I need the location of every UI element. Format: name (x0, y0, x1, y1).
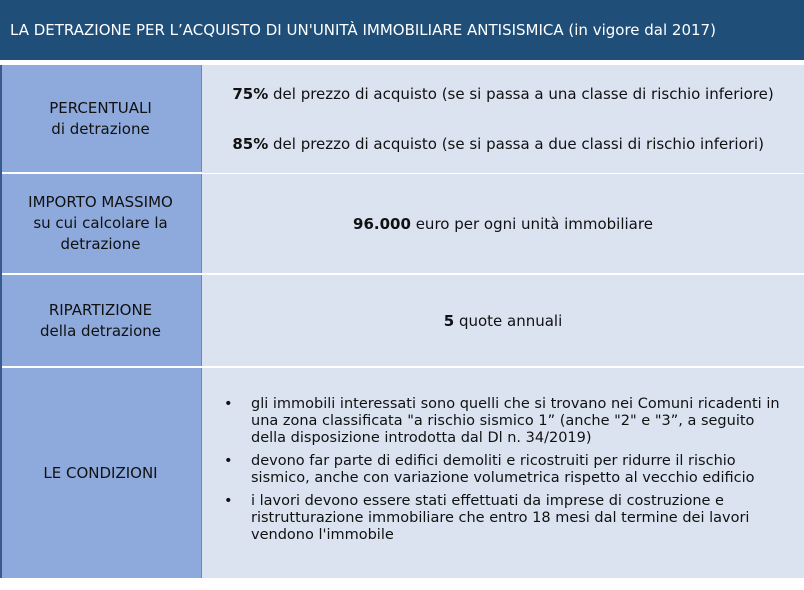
table-title: LA DETRAZIONE PER L’ACQUISTO DI UN'UNITÀ IMMOBILIARE ANTISISMICA (in vigore dal 2017) (10, 21, 716, 39)
list-item: • i lavori devono essere stati effettuati da imprese di costruzione e ristrutturazione immobiliare che entro 18 mesi dal termine dei lavori vendono l'immobile (224, 493, 789, 544)
importo-text (353, 214, 653, 234)
percentuale-75-text: del prezzo di acquisto (se si passa a una classe di rischio inferiore) (268, 85, 774, 103)
label-percentuali (0, 65, 202, 173)
condizioni-list (202, 396, 789, 550)
ripartizione-desc: quote annuali (454, 311, 563, 330)
label-condizioni-text: LE CONDIZIONI (43, 463, 158, 482)
percentuale-85-value: 85% (232, 135, 269, 153)
row-condizioni (0, 368, 804, 578)
value-condizioni (202, 368, 804, 578)
value-importo (202, 174, 804, 273)
percentuale-75-value: 75% (232, 85, 269, 103)
list-item: • devono far parte di edifici demoliti e ricostruiti per ridurre il rischio sismico, anche con variazione volumetrica rispetto al vecchio edificio (224, 453, 789, 487)
label-percentuali-line1: PERCENTUALI (49, 99, 152, 117)
value-percentuali (202, 65, 804, 173)
value-ripartizione (202, 275, 804, 366)
left-border (0, 65, 2, 578)
ripartizione-text (444, 311, 563, 331)
table-title-bar (0, 0, 804, 60)
importo-amount: 96.000 (353, 214, 411, 233)
label-percentuali-line2: di detrazione (51, 120, 150, 138)
label-importo-line2: su cui calcolare la (33, 214, 168, 232)
label-ripartizione (0, 275, 202, 366)
importo-desc: euro per ogni unità immobiliare (410, 214, 653, 233)
label-importo-line3: detrazione (60, 235, 141, 253)
label-importo-line1: IMPORTO MASSIMO (28, 193, 173, 211)
label-ripartizione-line2: della detrazione (40, 321, 161, 340)
percentuale-85 (232, 134, 764, 154)
label-ripartizione-line1: RIPARTIZIONE (48, 300, 153, 319)
list-item: • gli immobili interessati sono quelli che si trovano nei Comuni ricadenti in una zona classificata "a rischio sismico 1” (anche "2" e "3”, a seguito della disposizione introdotta dal Dl n. 34/2019) (224, 396, 789, 447)
label-condizioni (0, 368, 202, 578)
row-importo (0, 174, 804, 273)
row-ripartizione (0, 275, 804, 366)
row-percentuali (0, 65, 804, 173)
percentuale-85-text: del prezzo di acquisto (se si passa a due classi di rischio inferiori) (268, 135, 764, 153)
ripartizione-count: 5 (443, 311, 455, 330)
percentuale-75 (232, 84, 773, 104)
label-importo (0, 174, 202, 273)
